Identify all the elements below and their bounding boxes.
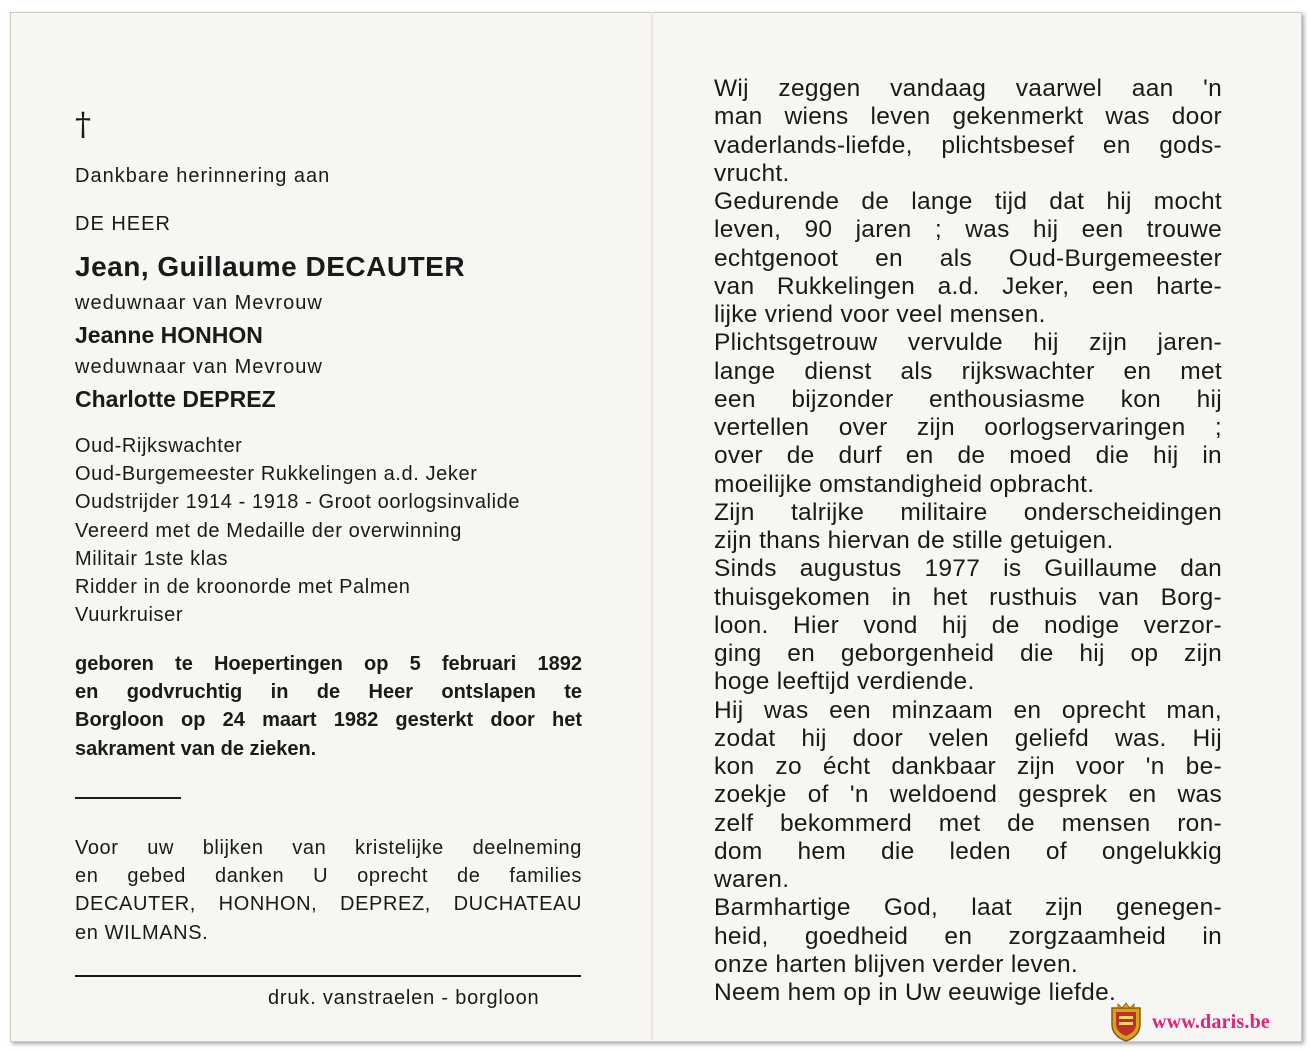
- watermark: [1108, 1002, 1298, 1042]
- thanks-line: Voor uw blijken van kristelijke deelneming: [75, 837, 582, 859]
- title-line: Ridder in de kroonorde met Palmen: [75, 576, 411, 599]
- eulogy-line: vrucht.: [714, 159, 790, 187]
- title-line: Oud-Burgemeester Rukkelingen a.d. Jeker: [75, 463, 478, 486]
- eulogy-line: van Rukkelingen a.d. Jeker, een harte-: [714, 272, 1222, 300]
- eulogy-line: Plichtsgetrouw vervulde hij zijn jaren-: [714, 329, 1222, 357]
- eulogy-line: over de durf en de moed die hij in: [714, 442, 1222, 470]
- cross-icon: †: [75, 105, 91, 143]
- thanks-block: [75, 834, 582, 947]
- eulogy-line: waren.: [714, 866, 790, 893]
- eulogy-line: kon zo écht dankbaar zijn voor 'n be-: [714, 753, 1222, 780]
- eulogy-line: ging en geborgenheid die hij op zijn: [714, 640, 1222, 667]
- salutation: DE HEER: [75, 213, 171, 235]
- eulogy-line: Zijn talrijke militaire onderscheidingen: [714, 498, 1222, 526]
- birth-death-line: en godvruchtig in de Heer ontslapen te: [75, 681, 582, 704]
- eulogy-line: loon. Hier vond hij de nodige verzor-: [714, 611, 1222, 639]
- widower-label-1: weduwnaar van Mevrouw: [75, 292, 323, 314]
- birth-death-block: [75, 650, 582, 763]
- spouse-name-1: Jeanne HONHON: [75, 322, 263, 348]
- watermark-url: www.daris.be: [1152, 1011, 1270, 1033]
- thanks-line: DECAUTER, HONHON, DEPREZ, DUCHATEAU: [75, 893, 582, 916]
- title-line: Militair 1ste klas: [75, 547, 229, 570]
- eulogy-line: hoge leeftijd verdiende.: [714, 668, 975, 696]
- eulogy-line: vertellen over zijn oorlogservaringen ;: [714, 414, 1222, 441]
- eulogy-line: dom hem die leden of ongelukkig: [714, 837, 1222, 865]
- eulogy-line: thuisgekomen in het rusthuis van Borg-: [714, 583, 1222, 611]
- eulogy-line: zijn thans hiervan de stille getuigen.: [714, 527, 1114, 554]
- eulogy-line: moeilijke omstandigheid opbracht.: [714, 470, 1095, 498]
- birth-death-line: sakrament van de zieken.: [75, 737, 317, 760]
- eulogy-line: echtgenoot en als Oud-Burgemeester: [714, 244, 1222, 272]
- eulogy-line: Wij zeggen vandaag vaarwel aan 'n: [714, 75, 1222, 102]
- divider-long: [75, 975, 581, 977]
- eulogy-line: lange dienst als rijkswachter en met: [714, 357, 1222, 385]
- card-fold: [651, 12, 653, 1040]
- eulogy-line: Gedurende de lange tijd dat hij mocht: [714, 188, 1222, 215]
- eulogy-line: man wiens leven gekenmerkt was door: [714, 103, 1222, 131]
- title-line: Oudstrijder 1914 - 1918 - Groot oorlogsinvalide: [75, 491, 521, 514]
- title-line: Oud-Rijkswachter: [75, 435, 243, 457]
- thanks-line: en WILMANS.: [75, 921, 209, 944]
- thanks-line: en gebed danken U oprecht de families: [75, 865, 582, 888]
- eulogy-line: zelf bekommerd met de mensen ron-: [714, 809, 1222, 837]
- eulogy-line: zodat hij door velen geliefd was. Hij: [714, 724, 1222, 752]
- intro-text: Dankbare herinnering aan: [75, 165, 331, 187]
- eulogy-line: zoekje of 'n weldoend gesprek en was: [714, 781, 1222, 809]
- eulogy-line: onze harten blijven verder leven.: [714, 950, 1079, 978]
- eulogy-line: Neem hem op in Uw eeuwige liefde.: [714, 979, 1117, 1006]
- divider-short: [75, 797, 181, 799]
- eulogy-line: leven, 90 jaren ; was hij een trouwe: [714, 216, 1222, 244]
- crest-icon: [1108, 1002, 1144, 1042]
- spouse-name-2: Charlotte DEPREZ: [75, 386, 276, 412]
- eulogy-line: een bijzonder enthousiasme kon hij: [714, 385, 1222, 413]
- deceased-name: Jean, Guillaume DECAUTER: [75, 251, 466, 282]
- eulogy-line: lijke vriend voor veel mensen.: [714, 301, 1046, 328]
- titles-list: [75, 432, 585, 629]
- title-line: Vuurkruiser: [75, 604, 184, 627]
- eulogy-text: [714, 75, 1222, 1007]
- eulogy-line: Sinds augustus 1977 is Guillaume dan: [714, 555, 1222, 583]
- eulogy-line: Hij was een minzaam en oprecht man,: [714, 696, 1222, 724]
- title-line: Vereerd met de Medaille der overwinning: [75, 519, 462, 542]
- eulogy-line: heid, goedheid en zorgzaamheid in: [714, 922, 1222, 950]
- widower-label-2: weduwnaar van Mevrouw: [75, 356, 323, 378]
- eulogy-line: vaderlands-liefde, plichtsbesef en gods-: [714, 131, 1222, 159]
- printer-credit: druk. vanstraelen - borgloon: [268, 987, 540, 1009]
- eulogy-line: Barmhartige God, laat zijn genegen-: [714, 894, 1222, 922]
- birth-death-line: Borgloon op 24 maart 1982 gesterkt door het: [75, 709, 582, 732]
- birth-death-line: geboren te Hoepertingen op 5 februari 1892: [75, 653, 582, 675]
